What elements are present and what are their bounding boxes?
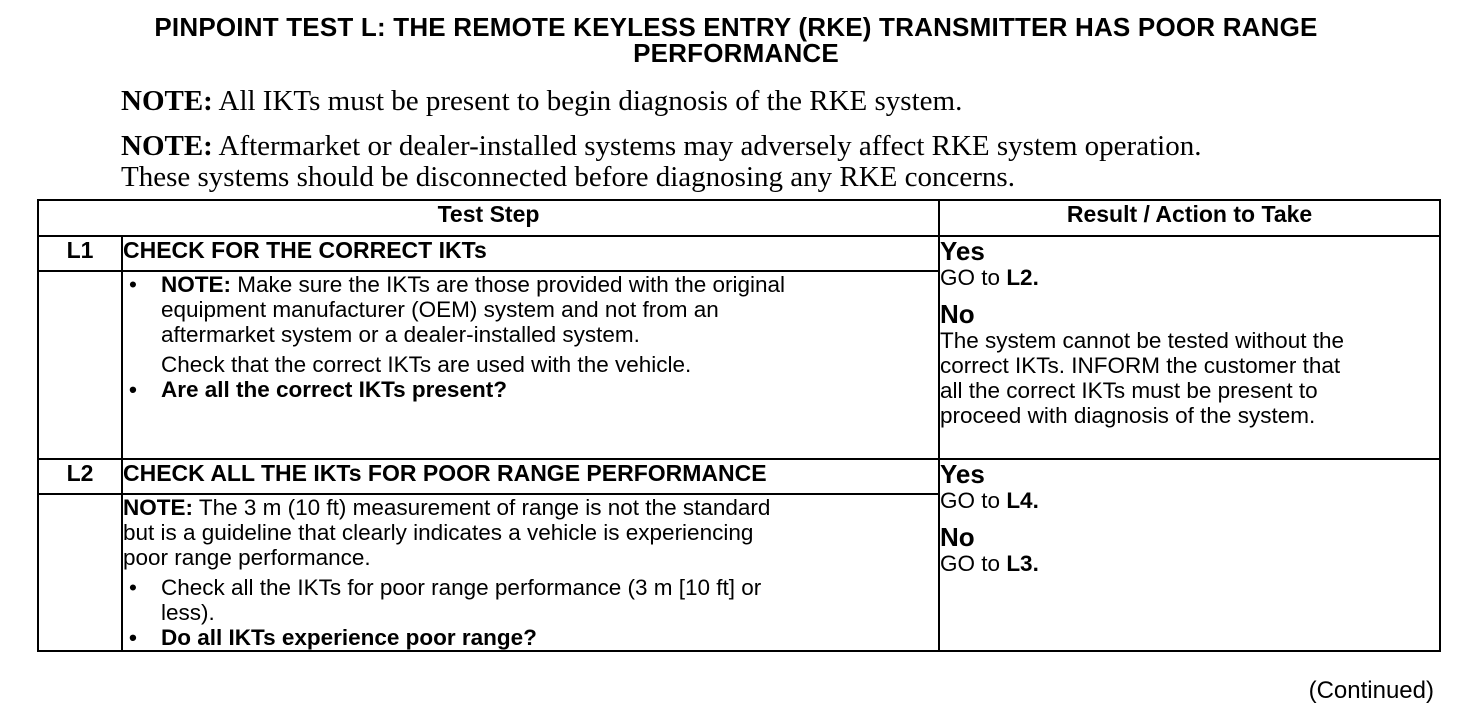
step-note-line: The 3 m (10 ft) measurement of range is not the standard — [198, 495, 771, 520]
result-yes-text: GO to — [940, 488, 1001, 513]
note-text-continued: These systems should be disconnected before diagnosing any RKE concerns. — [121, 161, 1015, 193]
step-note-line: but is a guideline that clearly indicates a vehicle is experiencing — [123, 520, 754, 545]
bullet-question: • Do all IKTs experience poor range? — [123, 625, 938, 650]
step-id-l1: L1 — [38, 236, 122, 271]
table-header-row — [38, 200, 1440, 236]
page-title-line-2: PERFORMANCE — [633, 38, 839, 68]
result-yes-text: GO to — [940, 265, 1001, 290]
bullet-text-line: equipment manufacturer (OEM) system and not from an — [161, 297, 719, 322]
result-l1 — [939, 236, 1440, 459]
result-no-line: proceed with diagnosis of the system. — [940, 403, 1316, 428]
result-yes-label: Yes — [940, 459, 985, 489]
result-no-line: correct IKTs. INFORM the customer that — [940, 353, 1341, 378]
bullet-item — [123, 575, 938, 625]
bullet-item — [123, 272, 938, 347]
step-id-l2: L2 — [38, 459, 122, 494]
result-yes-action — [940, 265, 1439, 290]
result-yes-label: Yes — [940, 236, 985, 266]
note-ikts-present — [121, 86, 962, 117]
bullet-question: • Are all the correct IKTs present? — [123, 377, 938, 402]
result-yes-target: L2. — [1006, 265, 1039, 290]
step-row-l2-title — [38, 459, 1440, 494]
step-id-spacer — [38, 271, 122, 459]
note-text: All IKTs must be present to begin diagnosis of the RKE system. — [218, 85, 963, 117]
bullet-text-line: Make sure the IKTs are those provided with the original — [237, 272, 786, 297]
step-note-l2 — [123, 495, 938, 570]
page-title — [0, 14, 1472, 66]
result-l2 — [939, 459, 1440, 651]
bullet-text-line: • Check all the IKTs for poor range performance (3 m [10 ft] or — [161, 575, 762, 600]
header-test-step: Test Step — [38, 200, 939, 236]
continued-label: (Continued) — [1308, 677, 1434, 704]
step-title-l1: CHECK FOR THE CORRECT IKTs — [122, 236, 939, 271]
step-note-line: poor range performance. — [123, 545, 371, 570]
step-note-label: NOTE: — [123, 495, 193, 520]
note-text: Aftermarket or dealer-installed systems may adversely affect RKE system operation. — [218, 130, 1202, 162]
note-label: NOTE: — [121, 85, 213, 117]
result-no-label: No — [940, 522, 975, 552]
note-label: NOTE: — [121, 130, 213, 162]
step-body-l2 — [122, 494, 939, 651]
result-no-line: all the correct IKTs must be present to — [940, 378, 1318, 403]
result-no-line: The system cannot be tested without the — [940, 328, 1344, 353]
bullet-text-line: less). — [161, 600, 215, 625]
result-no-text: GO to — [940, 551, 1001, 576]
bullet-note-label: NOTE: — [161, 272, 231, 297]
bullet-follow-text: Check that the correct IKTs are used with the vehicle. — [161, 352, 692, 377]
pinpoint-test-table — [37, 199, 1441, 652]
result-no-action — [940, 551, 1439, 576]
page-title-line-1: PINPOINT TEST L: THE REMOTE KEYLESS ENTRY (RKE) TRANSMITTER HAS POOR RANGE — [154, 12, 1318, 42]
result-yes-action — [940, 488, 1439, 513]
step-title-l2: CHECK ALL THE IKTs FOR POOR RANGE PERFORMANCE — [122, 459, 939, 494]
step-row-l1-title — [38, 236, 1440, 271]
result-yes-target: L4. — [1006, 488, 1039, 513]
result-no-target: L3. — [1006, 551, 1039, 576]
step-id-spacer — [38, 494, 122, 651]
header-result-action: Result / Action to Take — [939, 200, 1440, 236]
note-aftermarket-systems — [121, 131, 1201, 193]
result-no-label: No — [940, 299, 975, 329]
bullet-text-line: aftermarket system or a dealer-installed system. — [161, 322, 640, 347]
result-no-action — [940, 328, 1439, 428]
step-body-l1 — [122, 271, 939, 459]
